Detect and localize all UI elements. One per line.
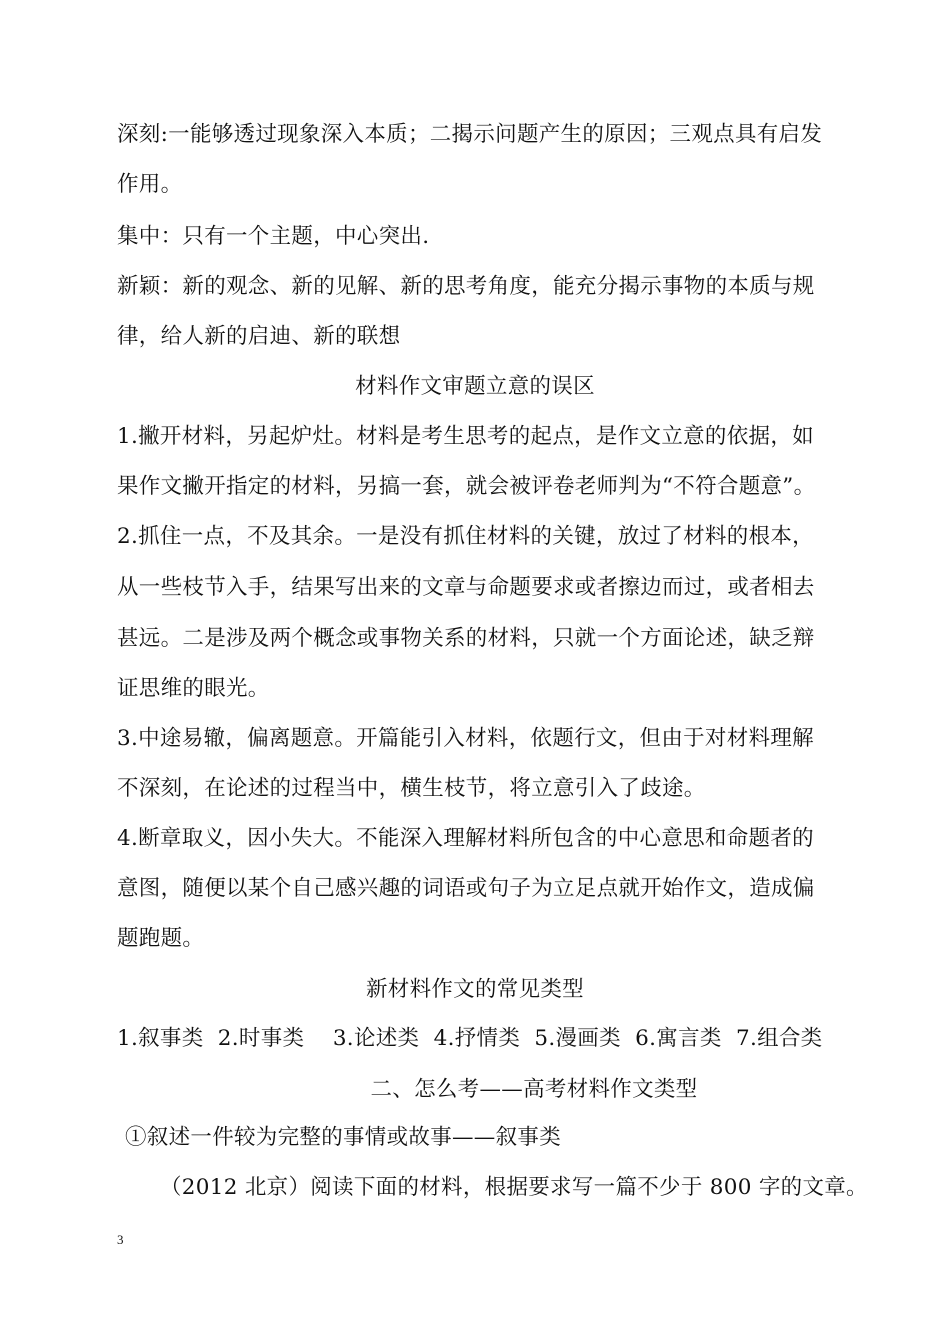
paragraph-novelty-line1: 新颖：新的观念、新的见解、新的思考角度，能充分揭示事物的本质与规: [117, 274, 815, 299]
item4-line2: 意图，随便以某个自己感兴趣的词语或句子为立足点就开始作文，造成偏: [117, 876, 815, 901]
paragraph-depth-line2: 作用。: [117, 172, 183, 197]
subheading-narrative: ①叙述一件较为完整的事情或故事——叙事类: [125, 1125, 562, 1150]
item4-line1: 4.断章取义，因小失大。不能深入理解材料所包含的中心意思和命题者的: [117, 826, 814, 851]
section-heading-misconceptions: 材料作文审题立意的误区: [355, 374, 595, 399]
item4-line3: 题跑题。: [117, 926, 205, 951]
paragraph-novelty-line2: 律，给人新的启迪、新的联想: [117, 324, 401, 349]
item3-line2: 不深刻，在论述的过程当中，横生枝节，将立意引入了歧途。: [117, 776, 706, 801]
item2-line4: 证思维的眼光。: [117, 676, 270, 701]
item2-line3: 甚远。二是涉及两个概念或事物关系的材料，只就一个方面论述，缺乏辩: [117, 626, 815, 651]
section-heading-how-tested: 二、怎么考——高考材料作文类型: [370, 1077, 698, 1102]
item2-line2: 从一些枝节入手，结果写出来的文章与命题要求或者擦边而过，或者相去: [117, 575, 815, 600]
example-prompt: （2012 北京）阅读下面的材料，根据要求写一篇不少于 800 字的文章。: [160, 1175, 868, 1200]
item3-line1: 3.中途易辙，偏离题意。开篇能引入材料，依题行文，但由于对材料理解: [117, 726, 814, 751]
paragraph-focus: 集中：只有一个主题，中心突出.: [117, 224, 430, 249]
section-heading-types: 新材料作文的常见类型: [365, 977, 584, 1002]
paragraph-depth-line1: 深刻:一能够透过现象深入本质；二揭示问题产生的原因；三观点具有启发: [117, 122, 823, 147]
item1-line2: 果作文撇开指定的材料，另搞一套，就会被评卷老师判为“不符合题意”。: [117, 474, 816, 499]
item2-line1: 2.抓住一点，不及其余。一是没有抓住材料的关键，放过了材料的根本，: [117, 524, 814, 549]
page-number: 3: [117, 1232, 124, 1247]
item1-line1: 1.撇开材料，另起炉灶。材料是考生思考的起点，是作文立意的依据，如: [117, 424, 814, 449]
types-list: 1.叙事类 2.时事类 3.论述类 4.抒情类 5.漫画类 6.寓言类 7.组合类: [117, 1026, 823, 1051]
